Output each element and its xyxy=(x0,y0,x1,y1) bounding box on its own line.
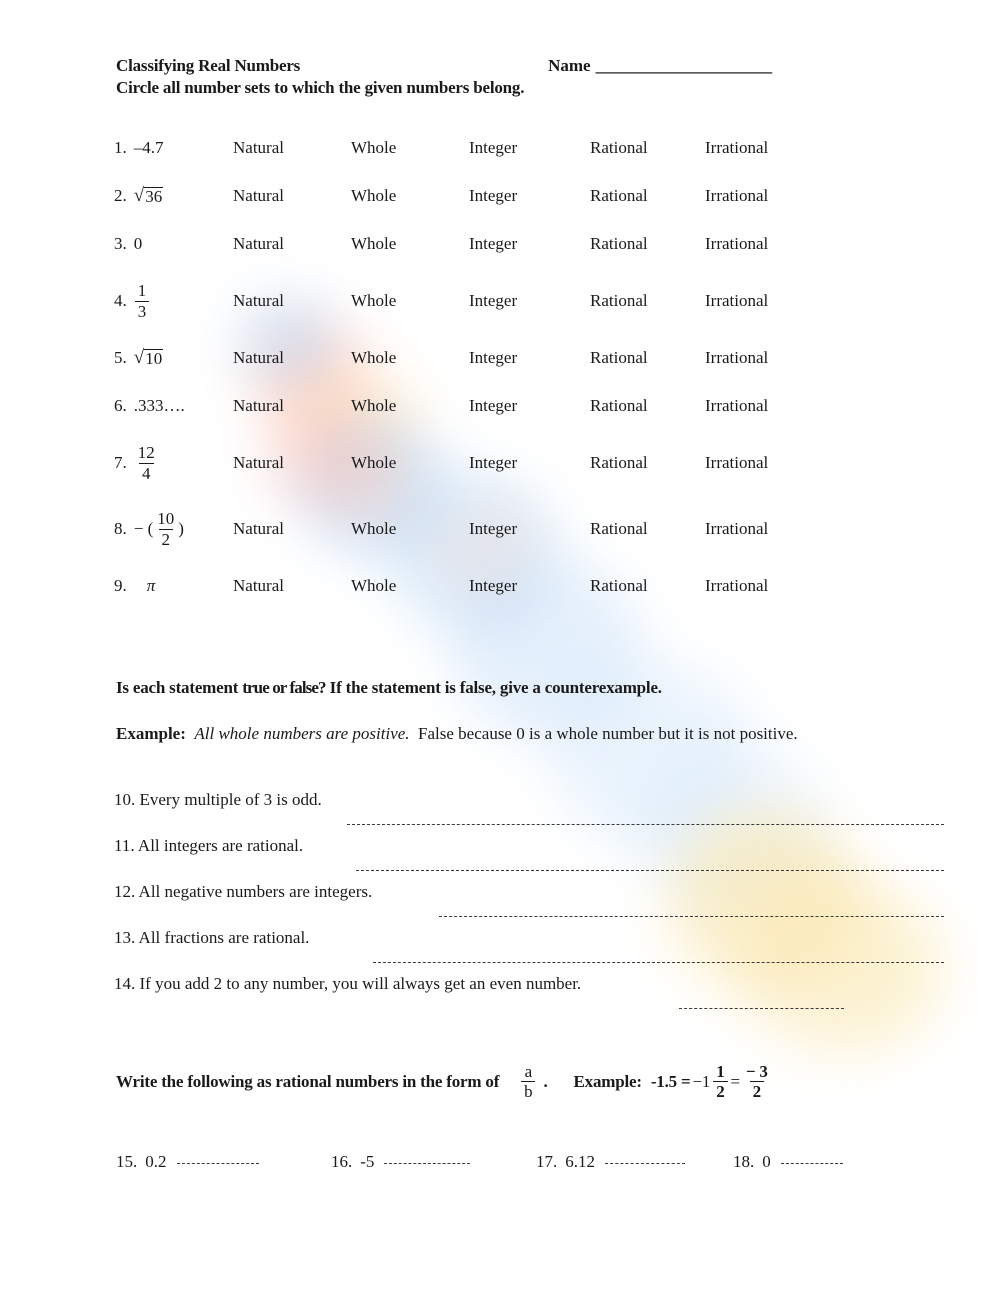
fraction-a-over-b xyxy=(521,1062,535,1101)
number-set-option-irrational[interactable]: Irrational xyxy=(705,138,769,157)
number-set-option-natural[interactable]: Natural xyxy=(233,519,284,538)
fraction-denominator: 3 xyxy=(135,301,150,321)
question-text: 10. Every multiple of 3 is odd. xyxy=(114,790,322,809)
name-input-rule[interactable]: ______________________ xyxy=(595,56,772,75)
improper-numerator: − 3 xyxy=(745,1062,768,1081)
negation-prefix: − ( xyxy=(133,519,154,538)
mixed-numerator: 1 xyxy=(716,1062,725,1081)
problem-number: 17. xyxy=(536,1152,558,1171)
number-set-option-natural[interactable]: Natural xyxy=(233,453,284,472)
tf-heading-part2: If the statement is false, give a counterexample. xyxy=(325,678,662,697)
rational-form-instruction: Write the following as rational numbers in the form of xyxy=(116,1071,500,1091)
true-false-question xyxy=(114,974,904,1020)
number-set-option-rational[interactable]: Rational xyxy=(590,234,648,253)
problem-value: 0 xyxy=(133,234,143,253)
number-set-option-irrational[interactable]: Irrational xyxy=(705,453,769,472)
classify-problem xyxy=(114,172,163,220)
true-false-question xyxy=(114,928,904,974)
example-answer: False because 0 is a whole number but it is not positive. xyxy=(418,724,798,743)
example-label: Example: xyxy=(116,724,186,743)
classify-row xyxy=(114,382,914,430)
classify-row xyxy=(114,268,914,334)
rational-example-expression xyxy=(651,1062,772,1101)
problem-number: 8. xyxy=(114,519,127,538)
number-set-option-whole[interactable]: Whole xyxy=(351,453,397,472)
number-set-option-integer[interactable]: Integer xyxy=(469,186,518,205)
problem-number: 15. xyxy=(116,1152,138,1171)
number-set-option-rational[interactable]: Rational xyxy=(590,186,648,205)
number-set-option-irrational[interactable]: Irrational xyxy=(705,348,769,367)
example-statement: All whole numbers are positive. xyxy=(194,724,410,743)
problem-value: π xyxy=(146,576,156,595)
problem-number: 4. xyxy=(114,291,127,310)
classify-problem xyxy=(114,124,164,172)
problem-value: 0 xyxy=(762,1152,771,1171)
radicand: 36 xyxy=(145,187,163,207)
number-set-option-irrational[interactable]: Irrational xyxy=(705,396,769,415)
number-set-option-irrational[interactable]: Irrational xyxy=(705,519,769,538)
fraction-denominator: 4 xyxy=(139,463,154,483)
name-label: Name xyxy=(548,56,591,75)
classify-row xyxy=(114,430,914,496)
square-root-expression xyxy=(134,186,163,206)
number-set-option-natural[interactable]: Natural xyxy=(233,348,284,367)
number-set-option-rational[interactable]: Rational xyxy=(590,396,648,415)
rational-form-heading xyxy=(116,1062,772,1101)
question-text: 11. All integers are rational. xyxy=(114,836,304,855)
problem-number: 1. xyxy=(114,138,127,157)
number-set-option-whole[interactable]: Whole xyxy=(351,576,397,595)
true-false-example xyxy=(116,722,856,746)
number-set-option-whole[interactable]: Whole xyxy=(351,138,397,157)
fraction-denominator: b xyxy=(521,1081,535,1101)
answer-blank-line[interactable] xyxy=(347,824,944,825)
question-text: 13. All fractions are rational. xyxy=(114,928,310,947)
number-set-option-rational[interactable]: Rational xyxy=(590,453,648,472)
number-set-option-whole[interactable]: Whole xyxy=(351,396,397,415)
name-field-group xyxy=(548,56,771,76)
fraction-numerator: 12 xyxy=(137,443,155,463)
true-false-questions xyxy=(114,790,904,1020)
example-lhs: -1.5 = xyxy=(650,1071,691,1091)
classify-problem xyxy=(114,430,159,496)
classify-problem xyxy=(114,496,184,562)
problem-number: 6. xyxy=(114,396,127,415)
example-improper-fraction xyxy=(743,1062,771,1101)
number-set-option-irrational[interactable]: Irrational xyxy=(705,576,769,595)
answer-blank-line[interactable] xyxy=(356,870,944,871)
answer-blank-line[interactable] xyxy=(781,1163,843,1164)
radical-sign-icon: √ xyxy=(133,185,145,207)
example-equals-sign: = xyxy=(730,1071,740,1091)
number-set-option-whole[interactable]: Whole xyxy=(351,519,397,538)
fraction xyxy=(154,509,177,548)
problem-number: 9. xyxy=(114,576,127,595)
answer-blank-line[interactable] xyxy=(177,1163,259,1164)
number-set-option-whole[interactable]: Whole xyxy=(351,291,397,310)
number-set-option-natural[interactable]: Natural xyxy=(233,396,284,415)
answer-blank-line[interactable] xyxy=(373,962,944,963)
example-mixed-whole: −1 xyxy=(692,1071,711,1091)
classify-row xyxy=(114,334,914,382)
problem-value: .333…. xyxy=(133,396,185,415)
radical-sign-icon: √ xyxy=(133,347,145,369)
number-set-option-rational[interactable]: Rational xyxy=(590,291,648,310)
rational-form-questions xyxy=(116,1152,916,1188)
number-set-option-natural[interactable]: Natural xyxy=(233,138,284,157)
fraction-numerator: 10 xyxy=(157,509,175,529)
number-set-option-whole[interactable]: Whole xyxy=(351,348,397,367)
answer-blank-line[interactable] xyxy=(605,1163,685,1164)
problem-value: -5 xyxy=(360,1152,375,1171)
rational-form-question xyxy=(733,1152,843,1172)
fraction xyxy=(135,281,150,320)
number-set-option-integer[interactable]: Integer xyxy=(469,234,518,253)
worksheet-header xyxy=(116,56,916,98)
number-set-option-irrational[interactable]: Irrational xyxy=(705,291,769,310)
number-set-option-natural[interactable]: Natural xyxy=(233,576,284,595)
number-set-option-whole[interactable]: Whole xyxy=(351,186,397,205)
classify-row xyxy=(114,172,914,220)
problem-number: 18. xyxy=(733,1152,755,1171)
example-mixed-fraction xyxy=(713,1062,727,1101)
page-title: Classifying Real Numbers xyxy=(116,56,301,75)
fraction-denominator: 2 xyxy=(159,529,174,549)
fraction-numerator: a xyxy=(524,1062,532,1081)
question-text: 12. All negative numbers are integers. xyxy=(114,882,373,901)
problem-number: 5. xyxy=(114,348,127,367)
number-set-option-integer[interactable]: Integer xyxy=(469,291,518,310)
true-false-question xyxy=(114,836,904,882)
tf-heading-part1: Is each statement xyxy=(116,678,243,697)
radicand: 10 xyxy=(145,349,163,369)
improper-denominator: 2 xyxy=(750,1081,764,1101)
classify-section xyxy=(114,124,914,610)
number-set-option-integer[interactable]: Integer xyxy=(469,519,518,538)
number-set-option-integer[interactable]: Integer xyxy=(469,138,518,157)
problem-number: 3. xyxy=(114,234,127,253)
tf-heading-emphasis: true or false? xyxy=(242,678,326,697)
true-false-heading xyxy=(116,678,662,698)
number-set-option-natural[interactable]: Natural xyxy=(233,186,284,205)
mixed-denominator: 2 xyxy=(713,1081,727,1101)
number-set-option-natural[interactable]: Natural xyxy=(233,291,284,310)
number-set-option-integer[interactable]: Integer xyxy=(469,396,518,415)
classify-row xyxy=(114,562,914,610)
problem-value: –4.7 xyxy=(133,138,164,157)
number-set-option-rational[interactable]: Rational xyxy=(590,138,648,157)
number-set-option-integer[interactable]: Integer xyxy=(469,348,518,367)
true-false-question xyxy=(114,790,904,836)
number-set-option-irrational[interactable]: Irrational xyxy=(705,186,769,205)
classify-problem xyxy=(114,268,150,334)
rational-form-question xyxy=(331,1152,470,1172)
classify-row xyxy=(114,124,914,172)
classify-problem xyxy=(114,334,163,382)
number-set-option-rational[interactable]: Rational xyxy=(590,576,648,595)
period-mark: . xyxy=(543,1071,548,1091)
closing-paren: ) xyxy=(178,519,184,538)
number-set-option-whole[interactable]: Whole xyxy=(351,234,397,253)
answer-blank-line[interactable] xyxy=(384,1163,470,1164)
problem-value: 6.12 xyxy=(565,1152,595,1171)
question-text: 14. If you add 2 to any number, you will always get an even number. xyxy=(114,974,582,993)
number-set-option-integer[interactable]: Integer xyxy=(469,576,518,595)
answer-blank-line[interactable] xyxy=(439,916,944,917)
answer-blank-line[interactable] xyxy=(679,1008,844,1009)
instruction-text: Circle all number sets to which the given numbers belong. xyxy=(116,78,525,97)
problem-number: 16. xyxy=(331,1152,353,1171)
number-set-option-natural[interactable]: Natural xyxy=(233,234,284,253)
square-root-expression xyxy=(134,348,163,368)
true-false-question xyxy=(114,882,904,928)
classify-problem xyxy=(114,382,185,430)
problem-number: 7. xyxy=(114,453,127,472)
classify-row xyxy=(114,496,914,562)
rational-form-question xyxy=(116,1152,259,1172)
problem-value: 0.2 xyxy=(145,1152,167,1171)
rational-form-question xyxy=(536,1152,685,1172)
classify-problem xyxy=(114,562,155,610)
fraction xyxy=(135,443,158,482)
number-set-option-rational[interactable]: Rational xyxy=(590,348,648,367)
classify-problem xyxy=(114,220,142,268)
classify-row xyxy=(114,220,914,268)
number-set-option-irrational[interactable]: Irrational xyxy=(705,234,769,253)
rational-example-label: Example: xyxy=(573,1071,642,1091)
number-set-option-integer[interactable]: Integer xyxy=(469,453,518,472)
fraction-numerator: 1 xyxy=(137,281,147,301)
problem-number: 2. xyxy=(114,186,127,205)
number-set-option-rational[interactable]: Rational xyxy=(590,519,648,538)
